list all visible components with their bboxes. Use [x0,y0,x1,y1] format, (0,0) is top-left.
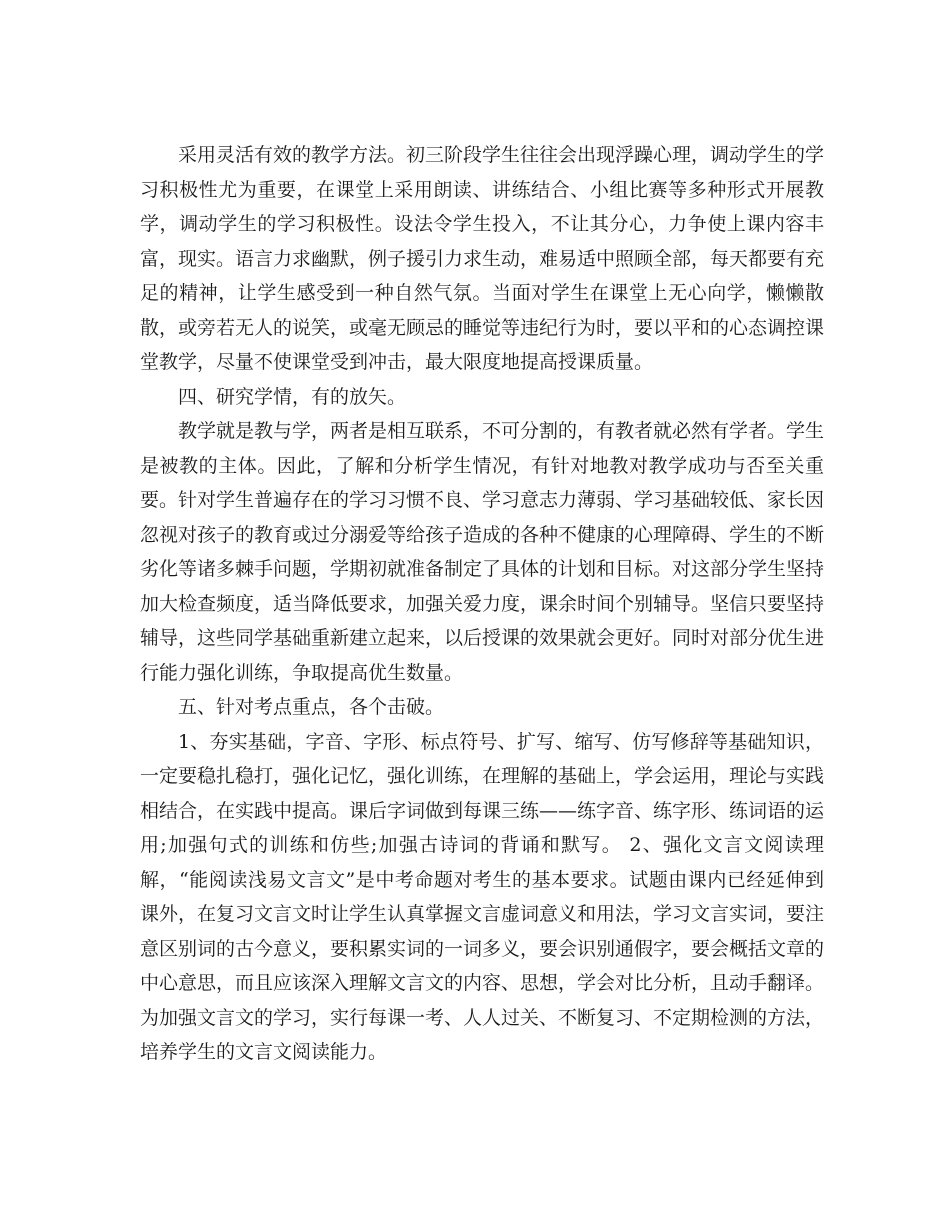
section-heading-study-students: 四、研究学情，有的放矢。 [178,385,407,408]
paragraph-student-analysis: 教学就是教与学，两者是相互联系，不可分割的，有教者就必然有学者。学生是被教的主体。因此，了解和分析学生情况，有针对地教对教学成功与否至关重要。针对学生普遍存在的学习习惯不良、学习意志力薄弱、学习基础较低、家长因忽视对孩子的教育或过分溺爱等给孩子造成的各种不健康的心理障碍、学生的不断劣化等诸多棘手问题，学期初就准备制定了具体的计划和目标。对这部分学生坚持加大检查频度，适当降低要求，加强关爱力度，课余时间个别辅导。坚信只要坚持辅导，这些同学基础重新建立起来，以后授课的效果就会更好。同时对部分优生进行能力强化训练，争取提高优生数量。 [140,420,825,684]
paragraph-teaching-methods: 采用灵活有效的教学方法。初三阶段学生往往会出现浮躁心理，调动学生的学习积极性尤为重要，在课堂上采用朗读、讲练结合、小组比赛等多种形式开展教学，调动学生的学习积极性。设法令学生投入，不让其分心，力争使上课内容丰富，现实。语言力求幽默，例子援引力求生动，难易适中照顾全部，每天都要有充足的精神，让学生感受到一种自然气氛。当面对学生在课堂上无心向学，懒懒散散，或旁若无人的说笑，或毫无顾忌的睡觉等违纪行为时，要以平和的心态调控课堂教学，尽量不使课堂受到冲击，最大限度地提高授课质量。 [140,144,825,373]
paragraph-foundation-and-classical-reading: 1、夯实基础，字音、字形、标点符号、扩写、缩写、仿写修辞等基础知识，一定要稳扎稳打，强化记忆，强化训练，在理解的基础上，学会运用，理论与实践相结合，在实践中提高。课后字词做到每课三练——练字音、练字形、练词语的运用;加强句式的训练和仿些;加强古诗词的背诵和默写。 2、强化文言文阅读理解，“能阅读浅易文言文”是中考命题对考生的基本要求。试题由课内已经延伸到课外，在复习文言文时让学生认真掌握文言虚词意义和用法，学习文言实词，要注意区别词的古今意义，要积累实词的一词多义，要会识别通假字，要会概括文章的中心意思，而且应该深入理解文言文的内容、思想，学会对比分析，且动手翻译。为加强文言文的学习，实行每课一考、人人过关、不断复习、不定期检测的方法，培养学生的文言文阅读能力。 [140,730,825,1063]
section-heading-key-points: 五、针对考点重点，各个击破。 [178,696,445,718]
document-body [140,138,824,1070]
